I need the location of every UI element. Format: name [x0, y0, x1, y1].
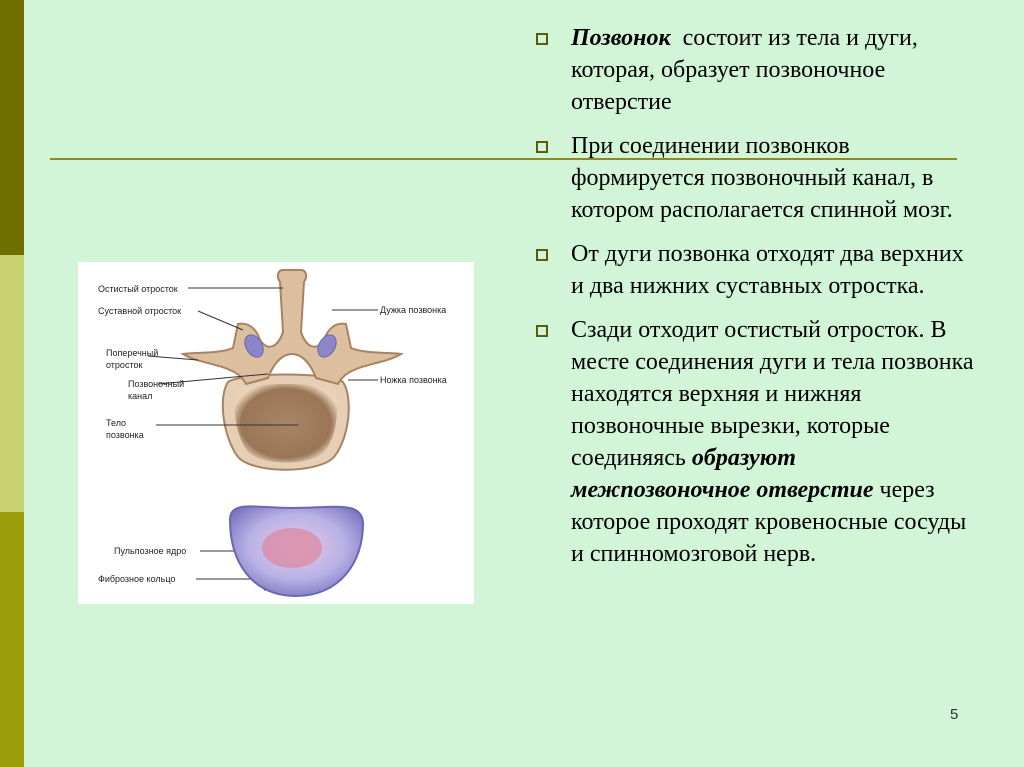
bullet-text: через которое проходят кровеносные сосуды и спинномозговой нерв. [571, 477, 967, 567]
bullet-text: Сзади отходит остистый отросток. В месте соединения дуги и тела позвонка находятся верхняя и нижняя позвоночные вырезки, которые соединяясь [571, 317, 974, 471]
label-vertebral-body-line2: позвонка [106, 430, 144, 440]
bullet-item-spinal-canal [536, 130, 976, 226]
vertebra-illustration [78, 262, 474, 604]
label-transverse-process-line2: отросток [106, 360, 143, 370]
bullet-text-bold: Позвонок [571, 25, 671, 51]
label-vertebral-canal-line2: канал [128, 391, 153, 401]
label-vertebral-lamina: Дужка позвонка [380, 305, 447, 315]
square-bullet-icon [536, 325, 548, 337]
bullet-item-intervertebral-foramen [536, 314, 976, 570]
decorative-stripe-bottom [0, 512, 24, 767]
bullet-item-articular-processes [536, 238, 976, 302]
label-spinous-process: Остистый отросток [98, 284, 178, 294]
square-bullet-icon [536, 141, 548, 153]
bullet-text: От дуги позвонка отходят два верхних и два нижних суставных отростка. [571, 241, 964, 299]
label-transverse-process-line1: Поперечный [106, 348, 159, 358]
label-nucleus-pulposus: Пульпозное ядро [114, 546, 187, 556]
vertebra-body-shape [223, 375, 349, 470]
bullet-text: При соединении позвонков формируется позвоночный канал, в котором располагается спинной мозг. [571, 133, 953, 223]
square-bullet-icon [536, 33, 548, 45]
bullet-text: состоит из тела и дуги, которая, образует позвоночное отверстие [571, 25, 924, 115]
page-number: 5 [950, 706, 959, 723]
bullet-item-vertebra-structure [536, 22, 976, 118]
vertebral-arch-shape [183, 270, 401, 384]
decorative-stripe-middle [0, 255, 24, 512]
label-articular-process: Суставной отросток [98, 306, 182, 316]
label-pedicle: Ножка позвонка [380, 375, 447, 385]
label-annulus-fibrosus: Фиброзное кольцо [98, 574, 176, 584]
intervertebral-disc-shape [230, 506, 363, 596]
label-vertebral-body-line1: Тело [106, 418, 127, 428]
square-bullet-icon [536, 249, 548, 261]
decorative-stripe-top [0, 0, 24, 255]
bullet-list [536, 22, 976, 582]
label-vertebral-canal-line1: Позвоночный [128, 379, 185, 389]
bullet-text-bold: образуют межпозвоночное отверстие [571, 445, 874, 503]
